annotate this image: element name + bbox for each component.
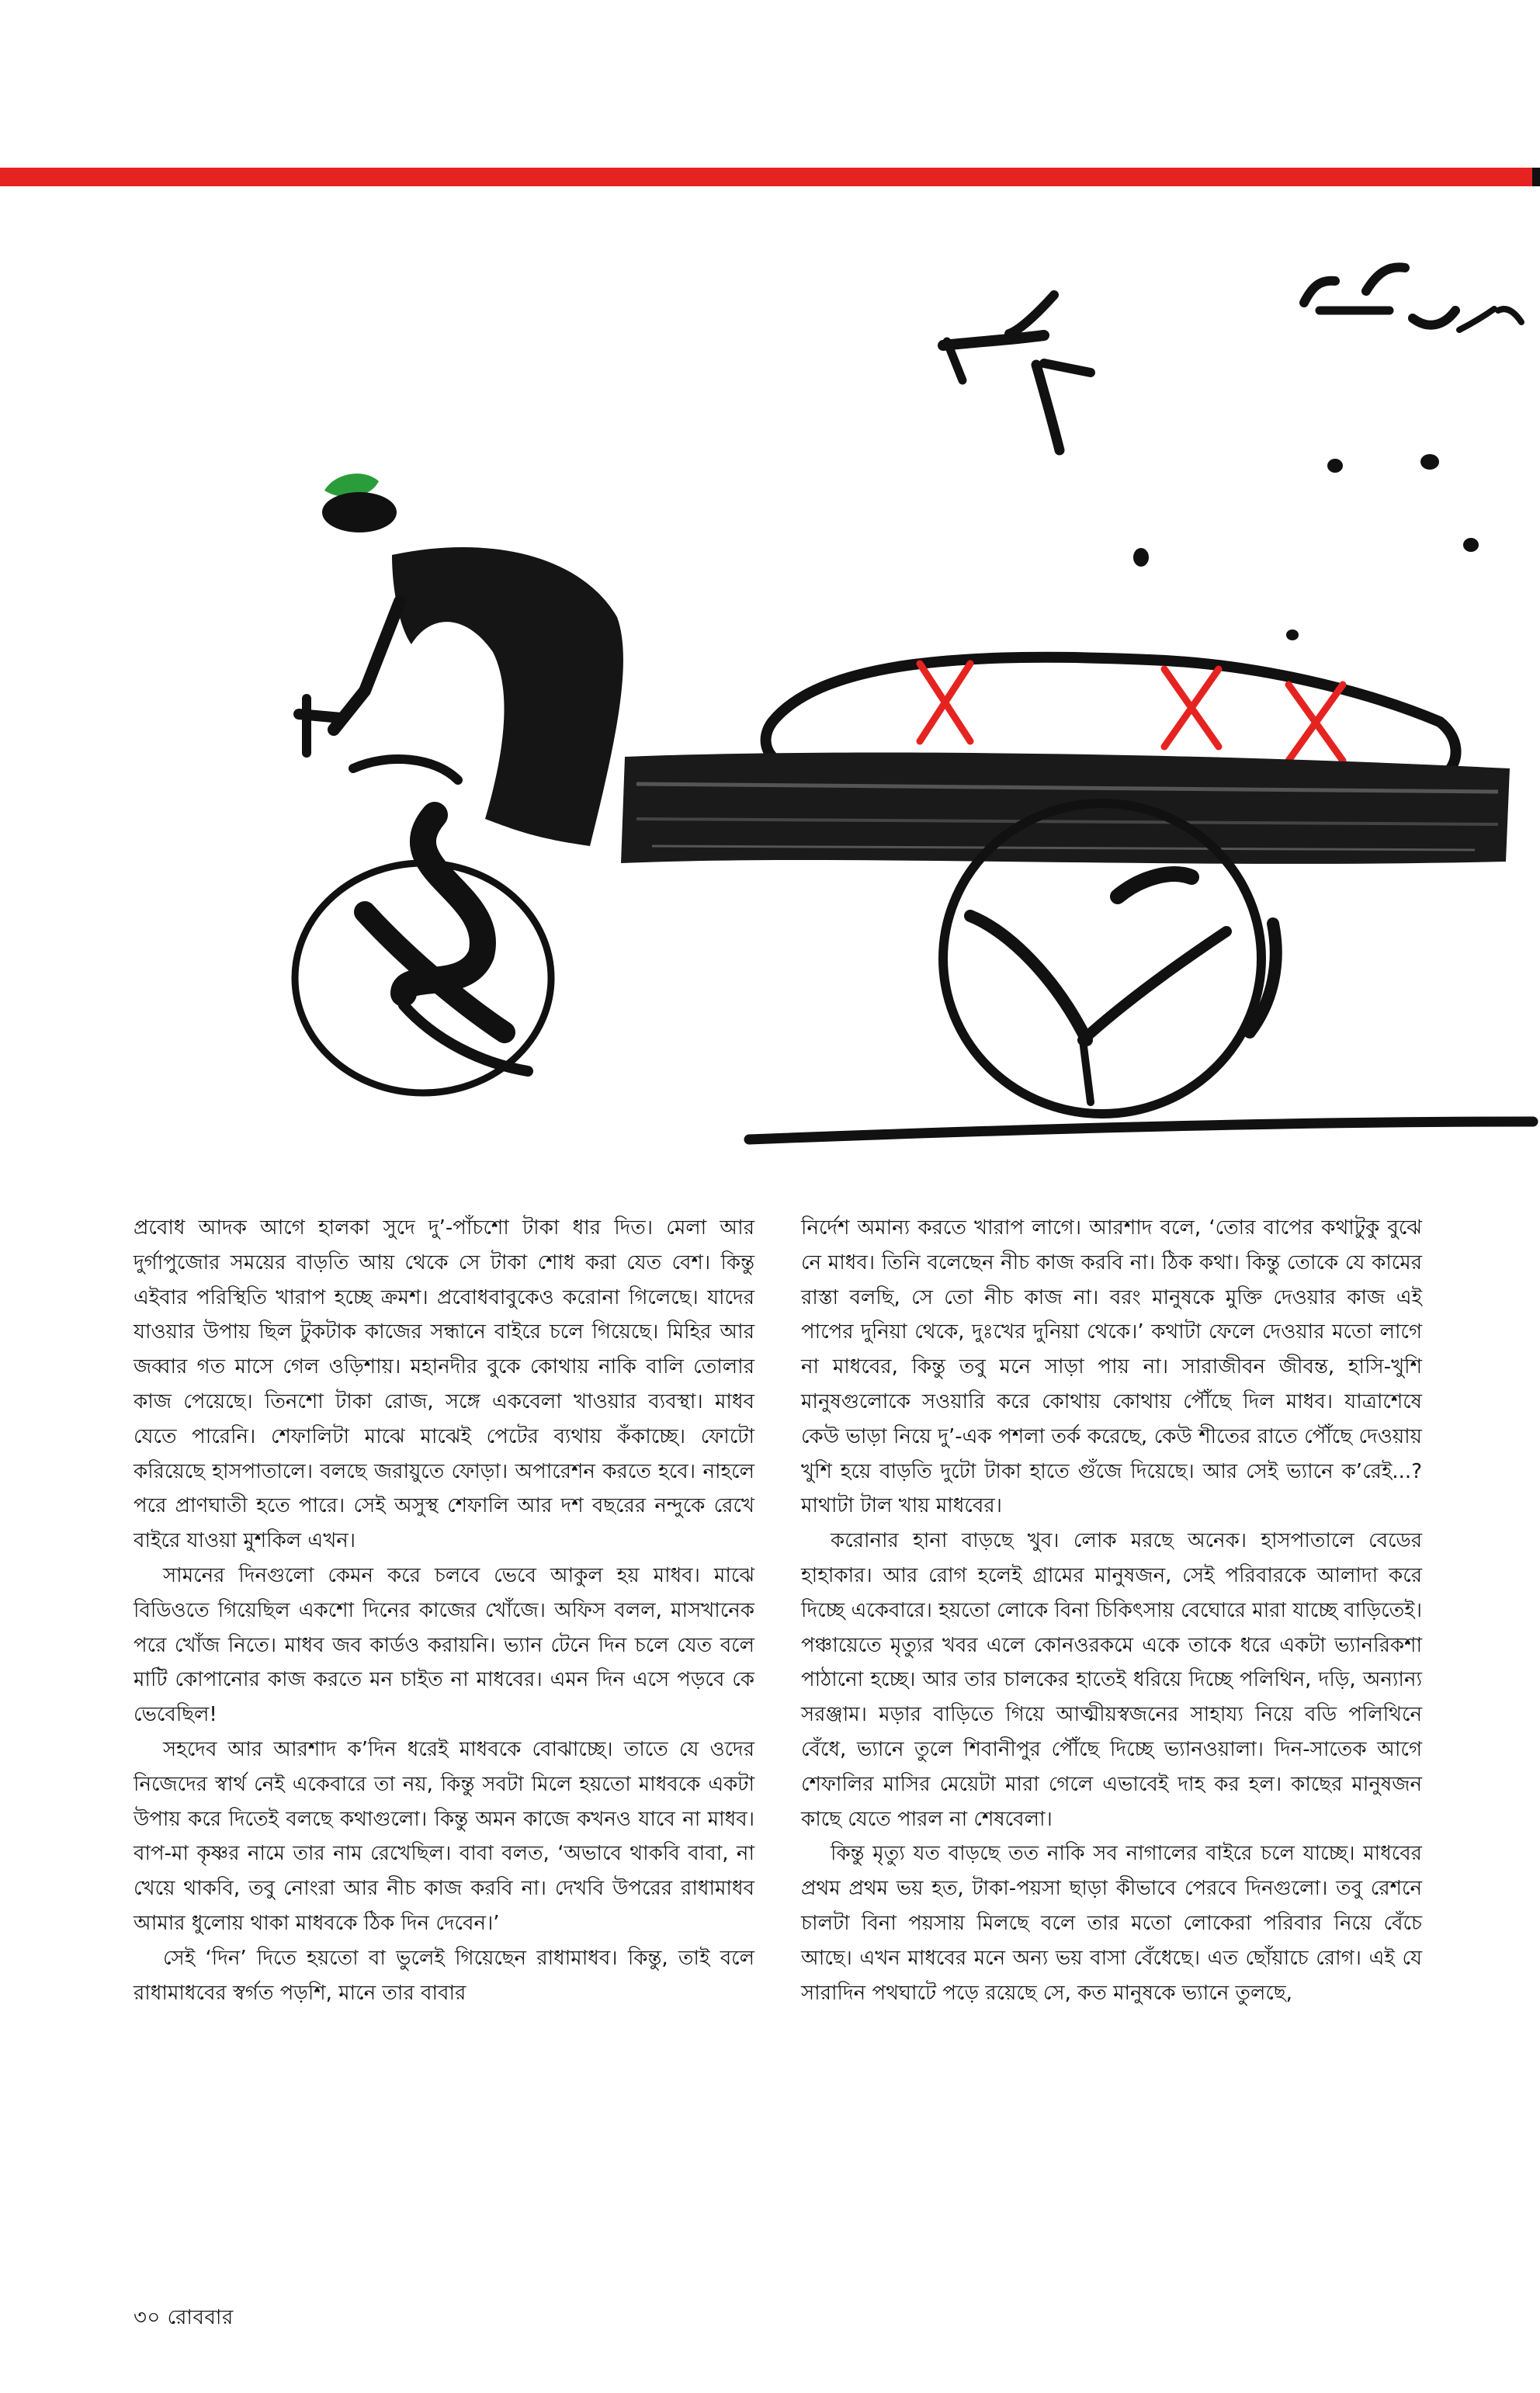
text-column-right — [801, 1211, 1422, 2010]
header-red-band — [0, 168, 1532, 186]
rider-figure — [295, 473, 623, 1093]
paragraph: নির্দেশ অমান্য করতে খারাপ লাগে। আরশাদ বলে, ‘তোর বাপের কথাটুকু বুঝে নে মাধব। তিনি বলেছেন নীচ কাজ করবি না। ঠিক কথা। কিন্তু তোকে যে কামের রাস্তা বলছি, সে তো নীচ কাজ না। বরং মানুষকে মুক্তি দেওয়ার কাজ এই পাপের দুনিয়া থেকে, দুঃখের দুনিয়া থেকে।’ কথাটা ফেলে দেওয়ার মতো লাগে না মাধবের, কিন্তু তবু মনে সাড়া পায় না। সারাজীবন জীবন্ত, হাসি-খুশি মানুষগুলোকে সওয়ারি করে কোথায় কোথায় পৌঁছে দিল মাধব। যাত্রাশেষে কেউ ভাড়া নিয়ে দু’-এক পশলা তর্ক করেছে, কেউ শীতের রাতে পৌঁছে দেওয়ায় খুশি হয়ে বাড়তি দুটো টাকা হাতে গুঁজে দিয়েছে। আর সেই ভ্যানে ক’রেই...? মাথাটা টাল খায় মাধবের। — [801, 1216, 1422, 1518]
paragraph: সেই ‘দিন’ দিতে হয়তো বা ভুলেই গিয়েছেন রাধামাধব। কিন্তু, তাই বলে রাধামাধবের স্বর্গত পড়শি, মানে তার বাবার — [134, 1946, 754, 2005]
text-column-left — [134, 1211, 754, 2010]
page-footer — [134, 2301, 234, 2336]
magazine-name: রোববার — [167, 2306, 234, 2329]
paragraph: কিন্তু মৃত্যু যত বাড়ছে তত নাকি সব নাগালের বাইরে চলে যাচ্ছে। মাধবের প্রথম প্রথম ভয় হত, টাকা-পয়সা ছাড়া কীভাবে পেরবে দিনগুলো। তবু রেশনে চালটা বিনা পয়সায় মিলছে বলে তার মতো লোকেরা পরিবার নিয়ে বেঁচে আছে। এখন মাধবের মনে অন্য ভয় বাসা বেঁধেছে। এত ছোঁয়াচে রোগ। এই যে সারাদিন পথঘাটে পড়ে রয়েছে সে, কত মানুষকে ভ্যানে তুলছে, — [801, 1842, 1422, 2005]
ground-line — [749, 1122, 1533, 1139]
paragraph: করোনার হানা বাড়ছে খুব। লোক মরছে অনেক। হাসপাতালে বেডের হাহাকার। আর রোগ হলেই গ্রামের মানুষজন, সেই পরিবারকে আলাদা করে দিচ্ছে একেবারে। হয়তো লোকে বিনা চিকিৎসায় বেঘোরে মারা যাচ্ছে বাড়িতেই। পঞ্চায়েতে মৃত্যুর খবর এলে কোনওরকমে একে তাকে ধরে একটা ভ্যানরিকশা পাঠানো হচ্ছে। আর তার চালকের হাতেই ধরিয়ে দিচ্ছে পলিথিন, দড়ি, অন্যান্য সরঞ্জাম। মড়ার বাড়িতে গিয়ে আত্মীয়স্বজনের সাহায্য নিয়ে বডি পলিথিনে বেঁধে, ভ্যানে তুলে শিবানীপুর পৌঁছে দিচ্ছে ভ্যানওয়ালা। দিন-সাতেক আগে শেফালির মাসির মেয়েটা মারা গেলে এভাবেই দাহ কর হল। কাছের মানুষজন কাছে যেতে পারল না শেষবেলা। — [801, 1529, 1422, 1831]
header-band-tick — [1532, 168, 1540, 186]
paragraph: সামনের দিনগুলো কেমন করে চলবে ভেবে আকুল হয় মাধব। মাঝে বিডিওতে গিয়েছিল একশো দিনের কাজের খোঁজে। অফিস বলল, মাসখানেক পরে খোঁজ নিতে। মাধব জব কার্ডও করায়নি। ভ্যান টেনে দিন চলে যেত বলে মাটি কোপানোর কাজ করতে মন চাইত না মাধবের। এমন দিন এসে পড়বে কে ভেবেছিল! — [134, 1563, 754, 1727]
paragraph: সহদেব আর আরশাদ ক’দিন ধরেই মাধবকে বোঝাচ্ছে। তাতে যে ওদের নিজেদের স্বার্থ নেই একেবারে তা নয়, কিন্তু সবটা মিলে হয়তো মাধবকে একটা উপায় করে দিতেই বলছে কথাগুলো। কিন্তু অমন কাজে কখনও যাবে না মাধব। বাপ-মা কৃষ্ণর নামে তার নাম রেখেছিল। বাবা বলত, ‘অভাবে থাকবি বাবা, না খেয়ে থাকবি, তবু নোংরা আর নীচ কাজ করবি না। দেখবি উপরের রাধামাধব আমার ধুলোয় থাকা মাধবকে ঠিক দিন দেবেন।’ — [134, 1737, 754, 1935]
illustration-svg — [0, 194, 1540, 1211]
flying-strokes — [943, 267, 1521, 450]
ink-illustration — [0, 194, 1540, 1211]
page-number: ৩০ — [134, 2306, 161, 2329]
paragraph: প্রবোধ আদক আগে হালকা সুদে দু’-পাঁচশো টাকা ধার দিত। মেলা আর দুর্গাপুজোর সময়ের বাড়তি আয় থেকে সে টাকা শোধ করা যেত বেশ। কিন্তু এইবার পরিস্থিতি খারাপ হচ্ছে ক্রমশ। প্রবোধবাবুকেও করোনা গিলেছে। যাদের যাওয়ার উপায় ছিল টুকটাক কাজের সন্ধানে বাইরে চলে গিয়েছে। মিহির আর জব্বার গত মাসে গেল ওড়িশায়। মহানদীর বুকে কোথায় নাকি বালি তোলার কাজ পেয়েছে। তিনশো টাকা রোজ, সঙ্গে একবেলা খাওয়ার ব্যবস্থা। মাধব যেতে পারেনি। শেফালিটা মাঝে মাঝেই পেটের ব্যথায় কঁকাচ্ছে। ফোটো করিয়েছে হাসপাতালে। বলছে জরায়ুতে ফোড়া। অপারেশন করতে হবে। নাহলে পরে প্রাণঘাতী হতে পারে। সেই অসুস্থ শেফালি আর দশ বছরের নন্দুকে রেখে বাইরে যাওয়া মুশকিল এখন। — [134, 1216, 754, 1553]
